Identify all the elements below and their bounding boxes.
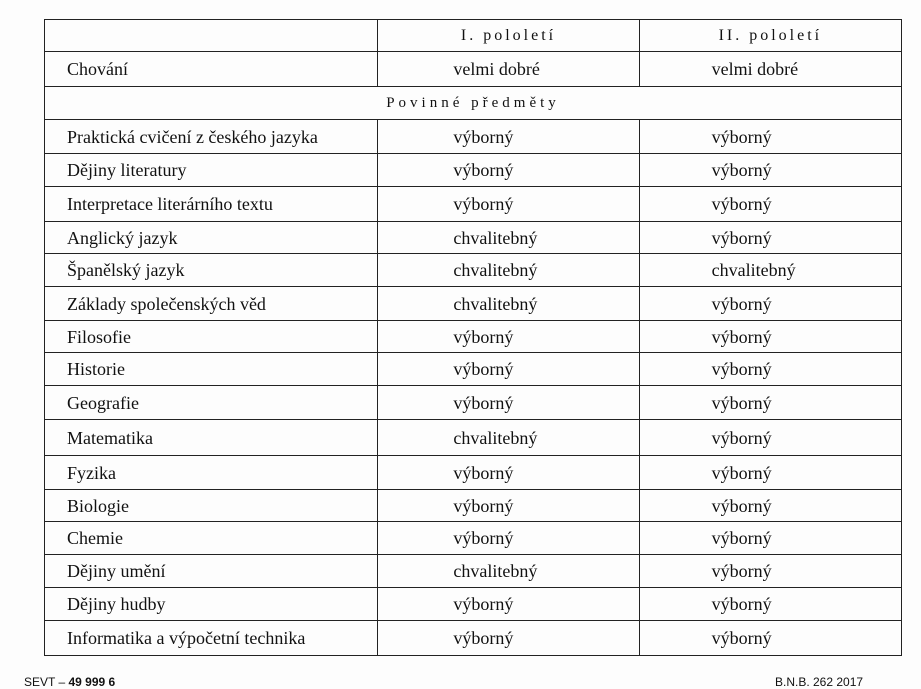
grade-semester-2: výborný	[639, 490, 901, 522]
subject-row	[45, 353, 902, 386]
subject-name: Historie	[45, 353, 378, 386]
header-row	[45, 20, 902, 52]
grade-semester-2: výborný	[639, 222, 901, 254]
subject-row	[45, 120, 902, 154]
grade-semester-2: výborný	[639, 321, 901, 353]
grade-semester-1: výborný	[378, 321, 639, 353]
footer-form-code	[24, 675, 115, 689]
grade-semester-1: výborný	[378, 621, 639, 656]
subject-row	[45, 386, 902, 420]
subject-row	[45, 222, 902, 254]
grade-semester-1: chvalitebný	[378, 555, 639, 588]
grade-semester-1: výborný	[378, 353, 639, 386]
subject-row	[45, 490, 902, 522]
grades-table	[44, 19, 902, 656]
subject-row	[45, 420, 902, 456]
grade-semester-1: výborný	[378, 456, 639, 490]
conduct-row	[45, 52, 902, 87]
grade-semester-2: výborný	[639, 420, 901, 456]
subject-name: Dějiny umění	[45, 555, 378, 588]
subject-name: Interpretace literárního textu	[45, 187, 378, 222]
subject-row	[45, 555, 902, 588]
subject-row	[45, 621, 902, 656]
grade-semester-2: výborný	[639, 555, 901, 588]
grade-semester-1: výborný	[378, 386, 639, 420]
footer-form-prefix: SEVT –	[24, 675, 69, 689]
grade-semester-1: chvalitebný	[378, 420, 639, 456]
subject-row	[45, 588, 902, 621]
grade-semester-2: výborný	[639, 522, 901, 555]
grade-semester-2: výborný	[639, 386, 901, 420]
subject-name: Biologie	[45, 490, 378, 522]
grade-semester-1: chvalitebný	[378, 287, 639, 321]
grade-semester-1: výborný	[378, 490, 639, 522]
subject-name: Chemie	[45, 522, 378, 555]
grade-semester-2: výborný	[639, 154, 901, 187]
subject-name: Matematika	[45, 420, 378, 456]
subject-name: Filosofie	[45, 321, 378, 353]
subject-row	[45, 321, 902, 353]
footer-form-number: 49 999 6	[68, 675, 116, 689]
grade-semester-2: výborný	[639, 621, 901, 656]
grade-semester-1: výborný	[378, 522, 639, 555]
section-title: Povinné předměty	[45, 87, 902, 120]
footer-print-code: B.N.B. 262 2017	[775, 675, 864, 689]
header-semester-2: II. pololetí	[639, 20, 901, 52]
subject-name: Dějiny literatury	[45, 154, 378, 187]
subject-name: Geografie	[45, 386, 378, 420]
subject-row	[45, 287, 902, 321]
grade-semester-1: chvalitebný	[378, 254, 639, 287]
grade-semester-2: výborný	[639, 588, 901, 621]
subject-name: Anglický jazyk	[45, 222, 378, 254]
grade-semester-2: výborný	[639, 456, 901, 490]
subject-name: Dějiny hudby	[45, 588, 378, 621]
subject-name: Informatika a výpočetní technika	[45, 621, 378, 656]
conduct-grade-semester-2: velmi dobré	[639, 52, 901, 87]
header-semester-1: I. pololetí	[378, 20, 639, 52]
grade-semester-2: výborný	[639, 353, 901, 386]
subject-name: Praktická cvičení z českého jazyka	[45, 120, 378, 154]
grade-semester-1: chvalitebný	[378, 222, 639, 254]
grade-semester-1: výborný	[378, 588, 639, 621]
header-empty-cell	[45, 20, 378, 52]
grade-semester-2: výborný	[639, 287, 901, 321]
subject-name: Základy společenských věd	[45, 287, 378, 321]
conduct-grade-semester-1: velmi dobré	[378, 52, 639, 87]
grade-semester-2: chvalitebný	[639, 254, 901, 287]
grade-semester-2: výborný	[639, 187, 901, 222]
subject-name: Fyzika	[45, 456, 378, 490]
subject-row	[45, 456, 902, 490]
grade-semester-1: výborný	[378, 187, 639, 222]
subject-row	[45, 154, 902, 187]
section-row	[45, 87, 902, 120]
conduct-label: Chování	[45, 52, 378, 87]
grade-semester-1: výborný	[378, 154, 639, 187]
grade-semester-2: výborný	[639, 120, 901, 154]
grade-semester-1: výborný	[378, 120, 639, 154]
subject-row	[45, 187, 902, 222]
subject-row	[45, 522, 902, 555]
grades-table-body	[45, 20, 902, 656]
subject-row	[45, 254, 902, 287]
subject-name: Španělský jazyk	[45, 254, 378, 287]
